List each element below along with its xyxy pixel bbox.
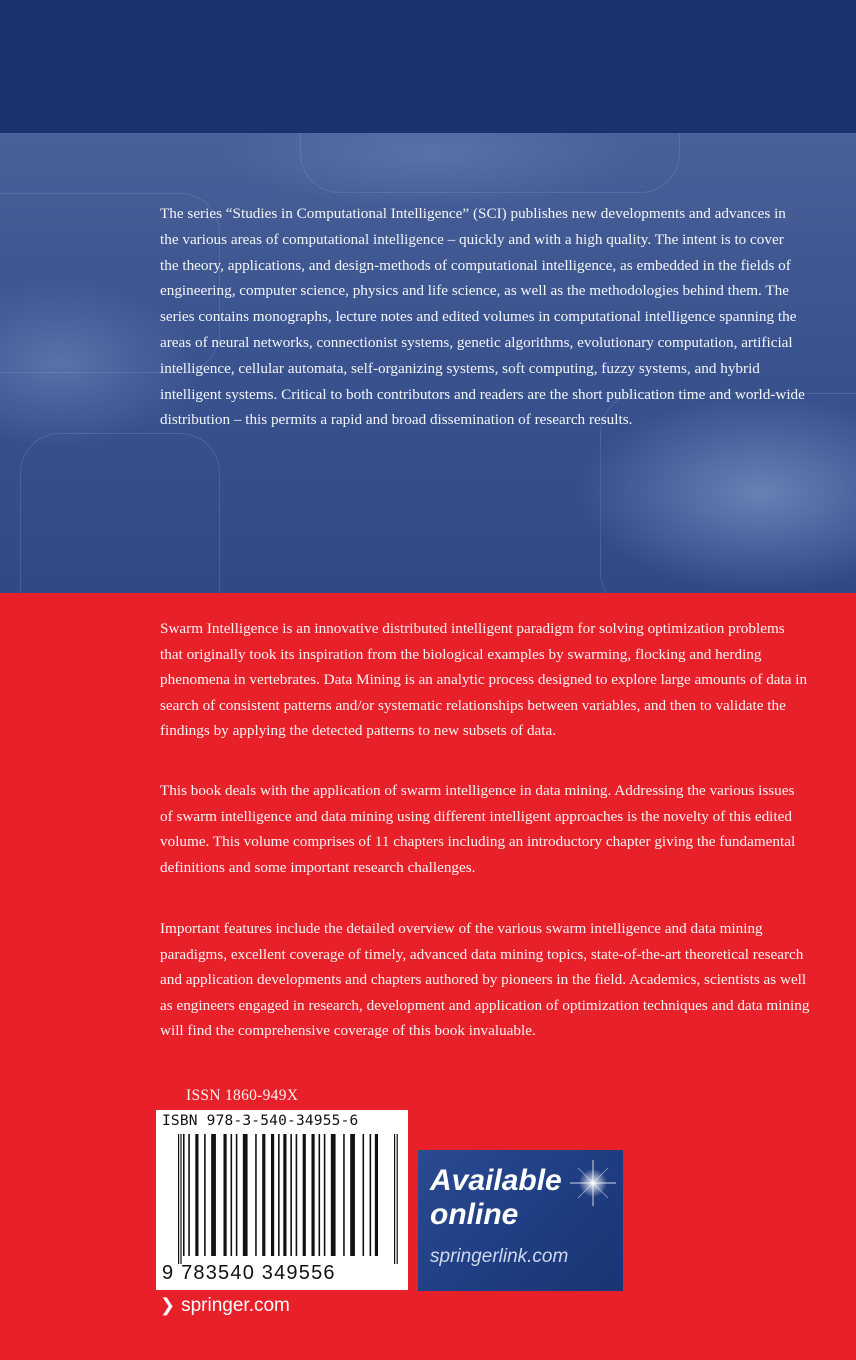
online-badge-url: springerlink.com (430, 1246, 569, 1267)
circuit-decoration (20, 433, 220, 593)
series-description-panel (0, 133, 856, 593)
description-paragraph: This book deals with the application of swarm intelligence in data mining. Addressing the various issues of swarm intelligence and data mining using different intelligent approaches is the novelty of this edited volume. This volume comprises of 11 chapters including an introductory chapter giving the fundamental definitions and some important research challenges. (160, 782, 796, 876)
top-color-band (0, 0, 856, 133)
isbn-number: ISBN 978-3-540-34955-6 (162, 1113, 359, 1129)
online-badge-title: Available online (430, 1164, 562, 1231)
chevron-right-icon: ❯ (160, 1295, 176, 1315)
circuit-decoration (300, 133, 680, 193)
available-online-badge (418, 1150, 623, 1291)
issn-number: ISSN 1860-949X (186, 1087, 299, 1104)
barcode-digits: 9 783540 349556 (162, 1262, 336, 1284)
description-paragraph: Swarm Intelligence is an innovative distributed intelligent paradigm for solving optimization problems that originally took its inspiration from the biological examples by swarming, flocking and herding phenomena in vertebrates. Data Mining is an analytic process designed to explore large amounts of data in search of consistent patterns and/or systematic relationships between variables, and then to validate the findings by applying the detected patterns to new subsets of data. (160, 620, 808, 739)
book-description-panel (0, 593, 856, 1360)
barcode-bars (178, 1134, 398, 1264)
series-blurb: The series “Studies in Computational Intelligence” (SCI) publishes new developments and advances in the various areas of computational intelligence – quickly and with a high quality. The intent is to cover the theory, applications, and design-methods of computational intelligence, as embedded in the fields of engineering, computer science, physics and life science, as well as the methodologies behind them. The series contains monographs, lecture notes and edited volumes in computational intelligence spanning the areas of neural networks, connectionist systems, genetic algorithms, evolutionary computation, artificial intelligence, cellular automata, self-organizing systems, soft computing, fuzzy systems, and hybrid intelligent systems. Critical to both contributors and readers are the short publication time and world-wide distribution – this permits a rapid and broad dissemination of research results. (160, 205, 805, 429)
publisher-link-label: springer.com (181, 1295, 290, 1316)
description-paragraph: Important features include the detailed overview of the various swarm intelligence and data mining paradigms, excellent coverage of timely, advanced data mining topics, state-of-the-art theoretical research and application developments and chapters authored by pioneers in the field. Academics, scientists as well as engineers engaged in research, development and application of optimization techniques and data mining will find the comprehensive coverage of this book invaluable. (160, 920, 810, 1039)
barcode (156, 1110, 408, 1290)
publisher-link[interactable] (160, 1295, 290, 1317)
